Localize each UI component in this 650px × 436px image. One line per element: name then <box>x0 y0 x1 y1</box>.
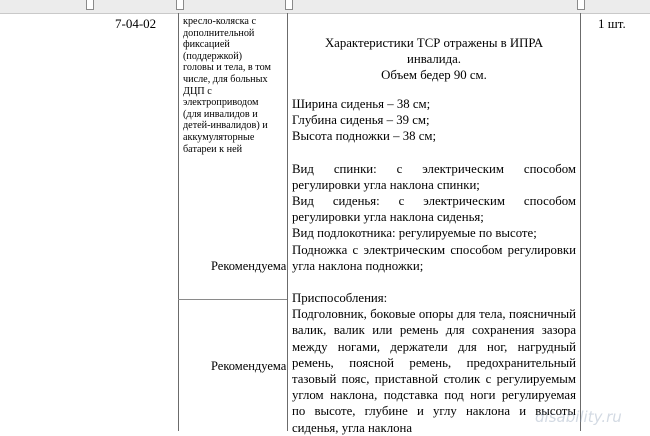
recommended-label: Рекомендуема <box>211 359 287 373</box>
ruler-bar <box>0 0 650 14</box>
table-border <box>178 13 179 431</box>
item-quantity: 1 шт. <box>598 16 626 31</box>
product-name: кресло-коляска с дополнительной фиксацией (поддержкой) головы и тела, в том числе, для больных ДЦП с электроприводом (для инвалидов и детей-инвалидов) и аккумуляторные батареи к ней <box>183 16 271 155</box>
feature-line: Вид спинки: с электрическим способом регулировки угла наклона спинки; <box>292 161 576 192</box>
dimension-line: Ширина сиденья – 38 см; <box>292 97 431 111</box>
accessories-text: Подголовник, боковые опоры для тела, поясничный валик, валик или ремень для сохранения зазора между ногами, держатели для ног, нагрудный ремень, поясной ремень, предохранительный тазовый пояс, приставной столик с регулируемым углом наклона, подставка под ноги регулируемая по высоте, глубине и углу наклона и высоты сиденья, угла наклона <box>292 307 576 435</box>
header-line: инвалида. <box>407 52 461 67</box>
header-line: Характеристики ТСР отражены в ИПРА <box>324 36 544 50</box>
table-border <box>287 13 288 431</box>
accessories-title: Приспособления: <box>292 291 388 306</box>
column-marker[interactable] <box>285 0 293 10</box>
dimension-line: Высота подножки – 38 см; <box>292 129 437 144</box>
table-row-divider <box>178 299 287 300</box>
feature-line: Вид подлокотника: регулируемые по высоте; <box>292 226 537 241</box>
header-line: Объем бедер 90 см. <box>381 68 487 83</box>
feature-line: Вид сиденья: с электрическим способом регулировки угла наклона сиденья; <box>292 194 576 225</box>
table-border <box>580 13 581 431</box>
characteristics-header <box>292 35 576 84</box>
column-marker[interactable] <box>577 0 585 10</box>
watermark: disability.ru <box>535 408 622 426</box>
specifications-body <box>292 96 576 436</box>
dimension-line: Глубина сиденья – 39 см; <box>292 113 430 128</box>
feature-line: Подножка с электрическим способом регулировки угла наклона подножки; <box>292 242 576 273</box>
recommended-label: Рекомендуема <box>211 259 287 273</box>
item-code: 7-04-02 <box>115 16 157 31</box>
column-marker[interactable] <box>86 0 94 10</box>
column-marker[interactable] <box>176 0 184 10</box>
